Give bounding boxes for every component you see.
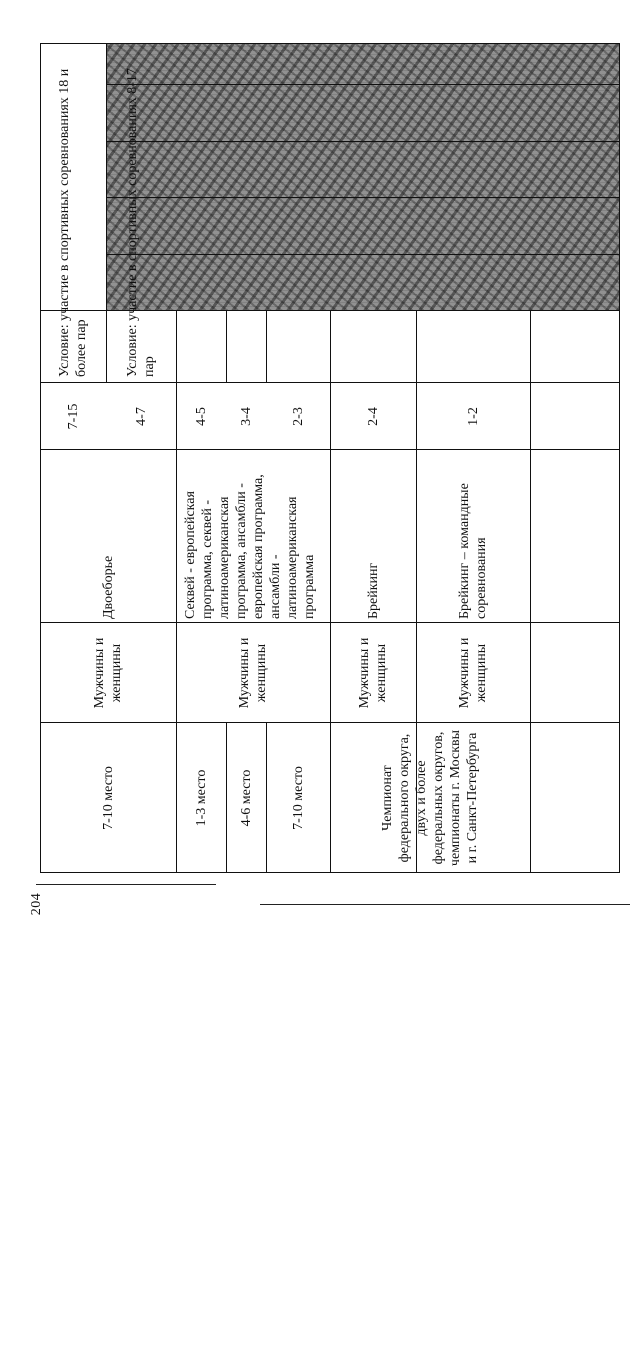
cell-discipline: Двоеборье [100,555,116,619]
shaded-grid-line [107,141,620,142]
cell-condition: Условие: участие в спортивных соревнованиях 8-17 пар [125,68,157,377]
cell-participants: Мужчины и женщины [92,637,124,709]
cell-participants: Мужчины и женщины [357,637,389,709]
cell-discipline: Брейкинг – командные соревнования [457,483,489,619]
rotated-table [40,43,620,873]
cell-range: 2-4 [365,407,381,426]
cell-participants: Мужчины и женщины [457,637,489,709]
cell-place: 1-3 место [193,769,209,827]
shaded-grid-line [107,84,620,85]
row-separator [530,311,531,873]
cell-discipline: Секвей - европейская программа, секвей - латиноамериканская программа, ансамбли - европейская программа, ансамбли - латиноамериканская программа [183,474,317,619]
cell-range: 4-7 [133,407,149,426]
cell-condition: Условие: участие в спортивных соревнованиях 18 и более пар [57,68,89,377]
cell-discipline: Брейкинг [365,562,381,619]
cell-place: 7-10 место [290,766,306,830]
cell-place: 4-6 место [238,769,254,827]
cell-participants: Мужчины и женщины [237,637,269,709]
shaded-grid-line [107,254,620,255]
cell-range: 7-15 [65,403,81,430]
shaded-grid-line [107,197,620,198]
scan-edge-line [36,884,216,885]
cell-range: 4-5 [193,407,209,426]
cell-range: 3-4 [238,407,254,426]
cell-range: 1-2 [465,407,481,426]
cell-range: 2-3 [290,407,306,426]
cell-place: 7-10 место [100,766,116,830]
table-border [619,43,620,873]
cell-place: Чемпионат федерального округа, двух и более федеральных округов, чемпионаты г. Москвы и г. Санкт-Петербурга [380,729,480,867]
page-number: 204 [29,892,44,916]
